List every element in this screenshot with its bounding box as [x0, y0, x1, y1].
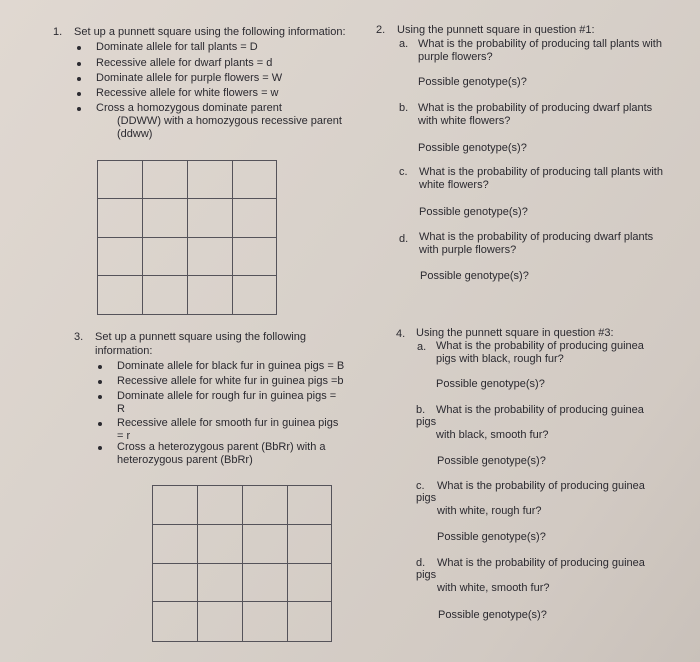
q1-bullet-4: Recessive allele for white flowers = w — [96, 87, 279, 99]
q2-part-d-line2: with purple flowers? — [419, 244, 517, 256]
q4-part-b-letter: b. — [416, 404, 426, 416]
question-1-title: Set up a punnett square using the following information: — [74, 26, 346, 38]
bullet-icon — [77, 107, 81, 111]
q2-part-a-genotype: Possible genotype(s)? — [418, 76, 527, 88]
q3-bullet-2: Recessive allele for white fur in guinea pigs =b — [117, 375, 344, 387]
q4-part-d-letter: d. — [416, 557, 426, 569]
question-4-number: 4. — [396, 328, 406, 340]
q3-bullet-3: Dominate allele for rough fur in guinea pigs = — [117, 390, 337, 402]
q3-bullet-1: Dominate allele for black fur in guinea pigs = B — [117, 360, 345, 372]
q4-part-a-line1: What is the probability of producing guinea — [436, 340, 644, 352]
question-2-title: Using the punnett square in question #1: — [397, 24, 595, 36]
q4-part-d-line2: pigs — [416, 569, 437, 581]
q2-part-a-line2: purple flowers? — [418, 51, 493, 63]
q4-part-c-letter: c. — [416, 480, 425, 492]
q4-part-d-line1: What is the probability of producing guinea — [437, 557, 645, 569]
q1-bullet-5: Cross a homozygous dominate parent — [96, 102, 282, 114]
bullet-icon — [77, 77, 81, 81]
question-3-title-1: Set up a punnett square using the following — [95, 331, 306, 343]
q3-bullet-3-cont: R — [117, 403, 125, 415]
q2-part-d-genotype: Possible genotype(s)? — [420, 270, 529, 282]
bullet-icon — [77, 46, 81, 50]
bullet-icon — [98, 365, 102, 369]
q4-part-c-line3: with white, rough fur? — [437, 505, 542, 517]
q4-part-d-line3: with white, smooth fur? — [437, 582, 550, 594]
q1-bullet-3: Dominate allele for purple flowers = W — [96, 72, 283, 84]
q2-part-b-line1: What is the probability of producing dwarf plants — [418, 102, 653, 114]
q2-part-c-line1: What is the probability of producing tall plants with — [419, 166, 663, 178]
q4-part-b-genotype: Possible genotype(s)? — [437, 455, 546, 467]
q3-bullet-4: Recessive allele for smooth fur in guinea pigs — [117, 417, 339, 429]
bullet-icon — [98, 446, 102, 450]
q2-part-d-letter: d. — [399, 233, 409, 245]
punnett-square-2[interactable] — [152, 485, 332, 642]
q2-part-c-letter: c. — [399, 166, 408, 178]
q4-part-b-line3: with black, smooth fur? — [436, 429, 549, 441]
q2-part-d-line1: What is the probability of producing dwarf plants — [419, 231, 654, 243]
q2-part-b-line2: with white flowers? — [418, 115, 511, 127]
q4-part-a-line2: pigs with black, rough fur? — [436, 353, 564, 365]
q4-part-b-line2: pigs — [416, 416, 437, 428]
bullet-icon — [98, 422, 102, 426]
q4-part-a-letter: a. — [417, 341, 427, 353]
question-4-title: Using the punnett square in question #3: — [416, 327, 614, 339]
q2-part-a-letter: a. — [399, 38, 409, 50]
q4-part-c-genotype: Possible genotype(s)? — [437, 531, 546, 543]
question-3-title-2: information: — [95, 345, 153, 357]
bullet-icon — [77, 92, 81, 96]
q3-bullet-5: Cross a heterozygous parent (BbRr) with a — [117, 441, 326, 453]
q2-part-b-letter: b. — [399, 102, 409, 114]
q4-part-b-line1: What is the probability of producing guinea — [436, 404, 644, 416]
q3-bullet-5-cont: heterozygous parent (BbRr) — [117, 454, 253, 466]
q3-bullet-4-cont: = r — [117, 430, 131, 442]
punnett-square-1[interactable] — [97, 160, 277, 315]
q4-part-c-line2: pigs — [416, 492, 437, 504]
question-1-number: 1. — [53, 26, 63, 38]
q1-bullet-5-cont-2: (ddww) — [117, 128, 153, 140]
q2-part-c-genotype: Possible genotype(s)? — [419, 206, 528, 218]
q1-bullet-1: Dominate allele for tall plants = D — [96, 41, 258, 53]
question-3-number: 3. — [74, 331, 84, 343]
q2-part-c-line2: white flowers? — [419, 179, 489, 191]
q4-part-c-line1: What is the probability of producing guinea — [437, 480, 645, 492]
bullet-icon — [98, 380, 102, 384]
q4-part-a-genotype: Possible genotype(s)? — [436, 378, 545, 390]
q2-part-b-genotype: Possible genotype(s)? — [418, 142, 527, 154]
q1-bullet-2: Recessive allele for dwarf plants = d — [96, 57, 273, 69]
question-2-number: 2. — [376, 24, 386, 36]
bullet-icon — [77, 62, 81, 66]
bullet-icon — [98, 395, 102, 399]
q1-bullet-5-cont-1: (DDWW) with a homozygous recessive parent — [117, 115, 342, 127]
q2-part-a-line1: What is the probability of producing tall plants with — [418, 38, 662, 50]
q4-part-d-genotype: Possible genotype(s)? — [438, 609, 547, 621]
